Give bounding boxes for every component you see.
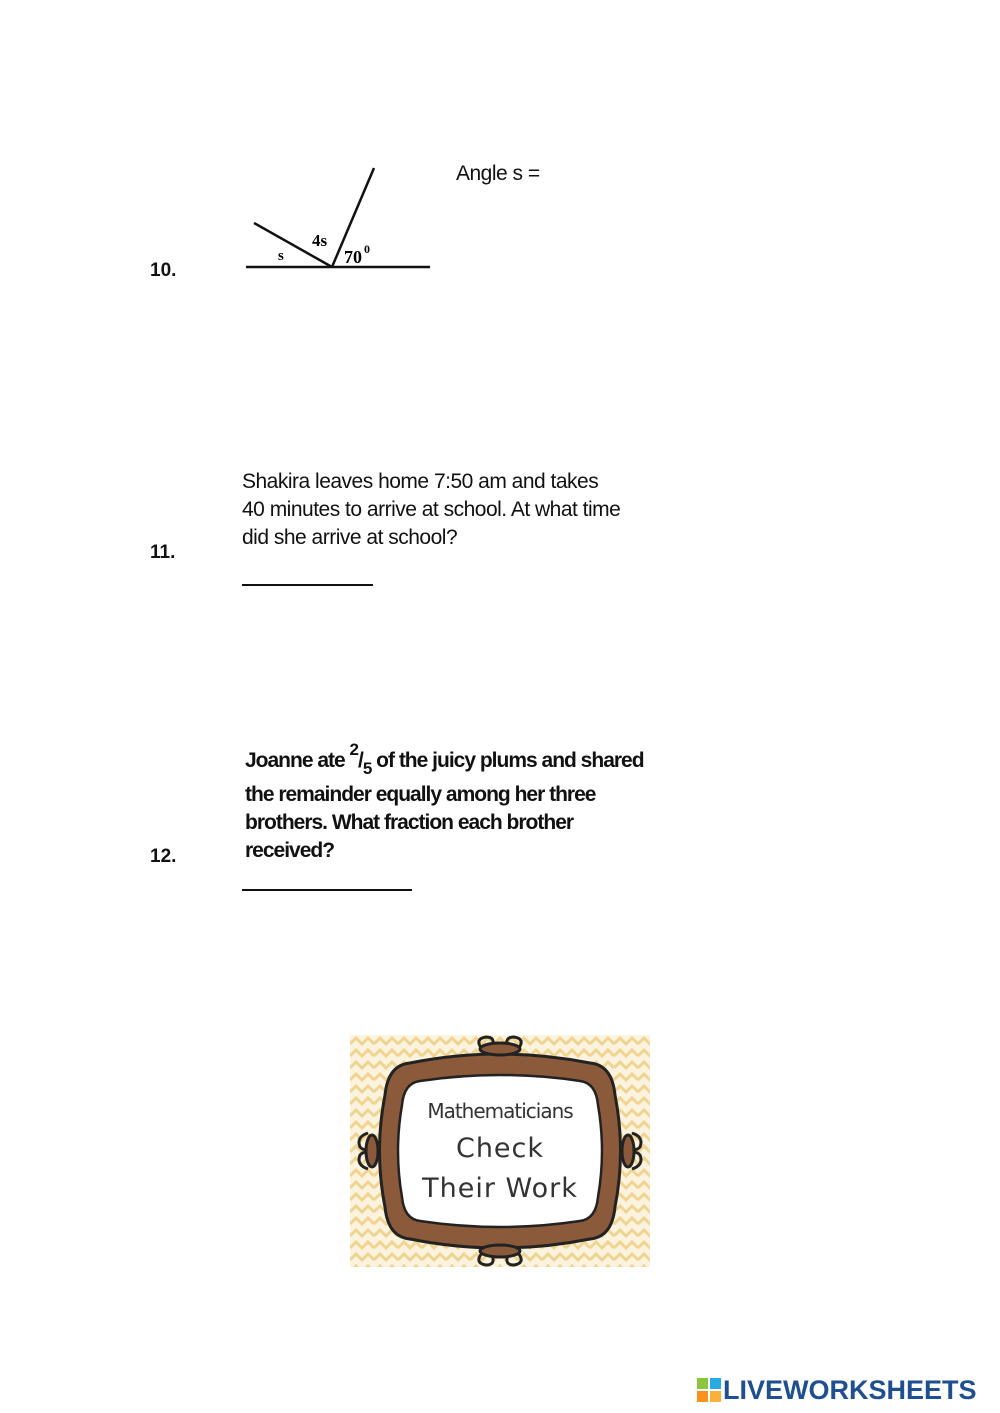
logo-text: LIVEWORKSHEETS [723,1374,977,1405]
logo-blocks-icon [697,1378,721,1402]
poster-line-2: Check [455,1133,545,1164]
liveworksheets-logo [697,1375,977,1405]
label-70: 70 [344,247,362,267]
question-11-line: 40 minutes to arrive at school. At what time [242,498,621,521]
label-s: s [278,248,284,264]
poster [350,1035,650,1267]
fraction-numerator: 2 [349,740,359,759]
answer-line-11[interactable] [242,584,373,586]
question-12-line: brothers. What fraction each brother [245,811,574,835]
question-12-text [245,740,705,865]
question-12-line: Joanne ate $^2/_5$ of the juicy plums and shared [245,740,644,779]
poster-line-1: Mathematicians [427,1099,573,1123]
question-11-line: did she arrive at school? [242,526,458,549]
question-10-number: 10. [150,260,177,281]
angle-diagram [240,160,440,280]
label-degree: 0 [364,242,370,256]
question-11-line: Shakira leaves home 7:50 am and takes [242,470,599,493]
question-11-text [242,468,702,552]
answer-line-12[interactable] [242,889,412,891]
question-12-number: 12. [150,846,177,867]
fraction-slash: / [358,749,363,772]
label-4s: 4s [312,231,328,250]
question-12-line: the remainder equally among her three [245,783,596,807]
angle-s-label: Angle s = [456,162,540,185]
question-11-number: 11. [150,542,176,563]
poster-line-3: Their Work [422,1173,578,1204]
question-12-line: received? [245,839,335,863]
fraction-denominator: 5 [362,759,372,779]
